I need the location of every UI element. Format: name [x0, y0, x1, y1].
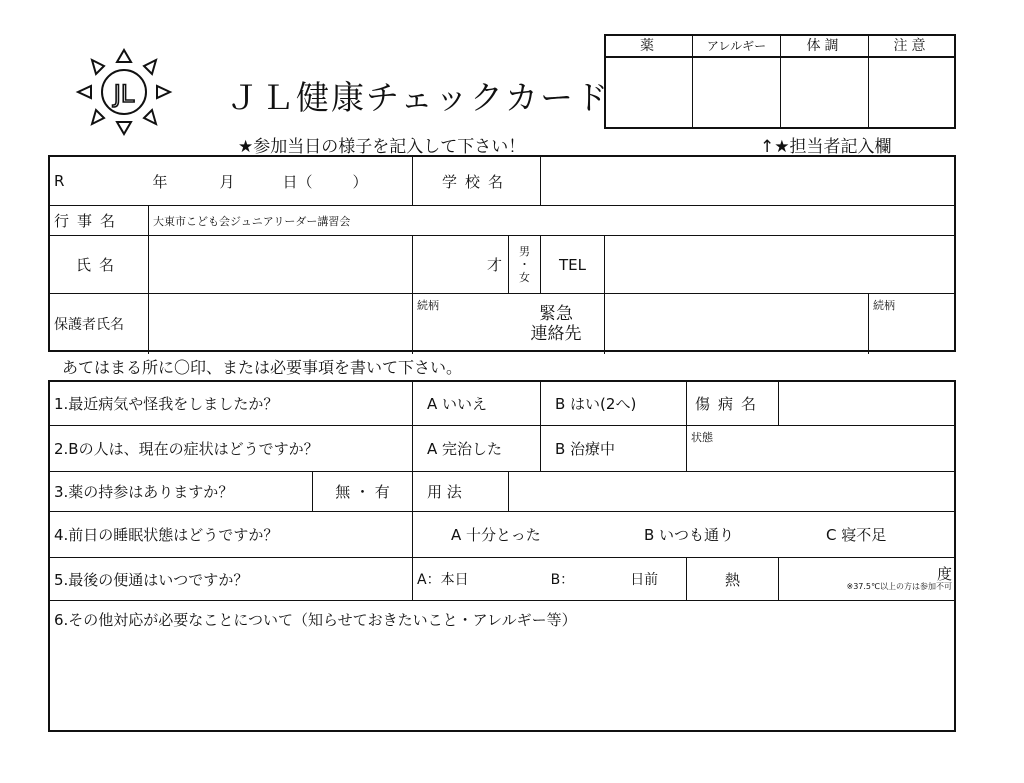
year-label: 年 — [152, 172, 168, 191]
tel-label: TEL — [540, 236, 604, 293]
q1-illness-input[interactable] — [778, 382, 954, 425]
questions-table — [48, 380, 956, 732]
emergency-label-line2: 連絡先 — [530, 324, 582, 344]
staff-label: 体調 — [806, 38, 843, 54]
instructions: あてはまる所に〇印、または必要事項を書いて下さい。 — [62, 358, 463, 377]
emergency-input[interactable] — [604, 294, 868, 354]
q5-option-a: A：本日 — [417, 572, 469, 588]
school-input[interactable] — [540, 157, 954, 205]
staff-label: アレルギー — [706, 39, 767, 53]
event-label: 行事名 — [54, 212, 124, 230]
q1-label: 1.最近病気や怪我をしましたか？ — [54, 395, 279, 413]
q5-bowel-field[interactable] — [412, 558, 686, 600]
info-table — [48, 155, 956, 352]
q3-choice[interactable]: 無 ・ 有 — [312, 472, 412, 511]
q1-illness-label: 傷病名 — [686, 382, 778, 425]
guardian-label: 保護者氏名 — [54, 317, 124, 333]
logo-text: JL — [113, 80, 135, 108]
relation-label-2: 続柄 — [873, 299, 895, 312]
relation-field-2[interactable] — [868, 294, 954, 354]
q1-option-a[interactable]: A いいえ — [412, 382, 540, 425]
q1-option-b[interactable]: B はい(2へ) — [540, 382, 686, 425]
q6-label: 6.その他対応が必要なことについて（知らせておきたいこと・アレルギー等） — [54, 611, 577, 629]
weekday-close: ） — [352, 172, 368, 191]
q6-row — [50, 600, 954, 730]
name-label: 氏名 — [75, 256, 122, 274]
q5-days-suffix: 日前 — [630, 572, 659, 588]
month-label: 月 — [219, 172, 235, 191]
q5-fever-label: 熱 — [686, 558, 778, 600]
day-label: 日（ — [282, 172, 313, 191]
date-row — [50, 157, 954, 205]
sex-female: 女 — [519, 271, 530, 284]
tel-input[interactable] — [604, 236, 954, 293]
q4-option-b[interactable]: B いつも通り — [644, 526, 735, 544]
name-row — [50, 235, 954, 293]
jl-logo — [72, 46, 184, 138]
q5-label: 5.最後の便通はいつですか？ — [54, 570, 249, 589]
q5-row — [50, 557, 954, 600]
emergency-label-line1: 緊急 — [539, 304, 573, 324]
staff-header-line — [606, 36, 954, 58]
guardian-row — [50, 293, 954, 354]
q5-fever-note: ※37.5℃以上の方は参加不可 — [846, 582, 952, 591]
q3-usage-label: 用 法 — [412, 472, 508, 511]
event-value: 大東市こども会ジュニアリーダー講習会 — [148, 206, 954, 235]
era-label: R — [54, 172, 65, 190]
name-input[interactable] — [148, 236, 412, 293]
q2-label: 2.Bの人は、現在の症状はどうですか？ — [54, 440, 319, 458]
school-label: 学校名 — [412, 157, 540, 205]
q3-label: 3.薬の持参はありますか？ — [54, 483, 234, 501]
emergency-label — [508, 294, 604, 354]
staff-box — [604, 34, 956, 129]
staff-note: ↑★担当者記入欄 — [760, 137, 892, 157]
subtitle: ★参加当日の様子を記入して下さい！ — [238, 137, 526, 157]
q4-option-a[interactable]: A 十分とった — [412, 512, 592, 557]
relation-field[interactable] — [412, 294, 508, 354]
q2-option-a[interactable]: A 完治した — [412, 426, 540, 471]
age-suffix: 才 — [486, 256, 502, 274]
sex-choice[interactable] — [508, 236, 540, 293]
guardian-input[interactable] — [148, 294, 412, 354]
q5-option-b: B： — [550, 572, 575, 588]
q3-usage-input[interactable] — [508, 472, 954, 511]
q4-label: 4.前日の睡眠状態はどうですか？ — [54, 526, 279, 544]
age-input[interactable] — [412, 236, 508, 293]
event-row — [50, 205, 954, 235]
page-title: ＪＬ健康チェックカード — [226, 78, 611, 117]
q5-degree-unit: 度 — [936, 565, 952, 583]
q4-row — [50, 511, 954, 557]
q1-row — [50, 382, 954, 425]
q4-option-c[interactable]: C 寝不足 — [826, 526, 887, 544]
relation-label: 続柄 — [417, 299, 439, 312]
sex-male: 男 — [519, 245, 530, 258]
q3-row — [50, 471, 954, 511]
staff-label: 注意 — [893, 38, 930, 54]
q6-field[interactable] — [50, 601, 954, 730]
q2-option-b[interactable]: B 治療中 — [540, 426, 686, 471]
q2-row — [50, 425, 954, 471]
date-field[interactable] — [50, 157, 412, 205]
staff-label: 薬 — [640, 38, 658, 54]
q2-condition-field[interactable] — [686, 426, 954, 471]
q5-fever-input[interactable] — [778, 558, 954, 600]
q2-condition-label: 状態 — [691, 431, 713, 444]
sex-dot: ・ — [519, 258, 530, 271]
